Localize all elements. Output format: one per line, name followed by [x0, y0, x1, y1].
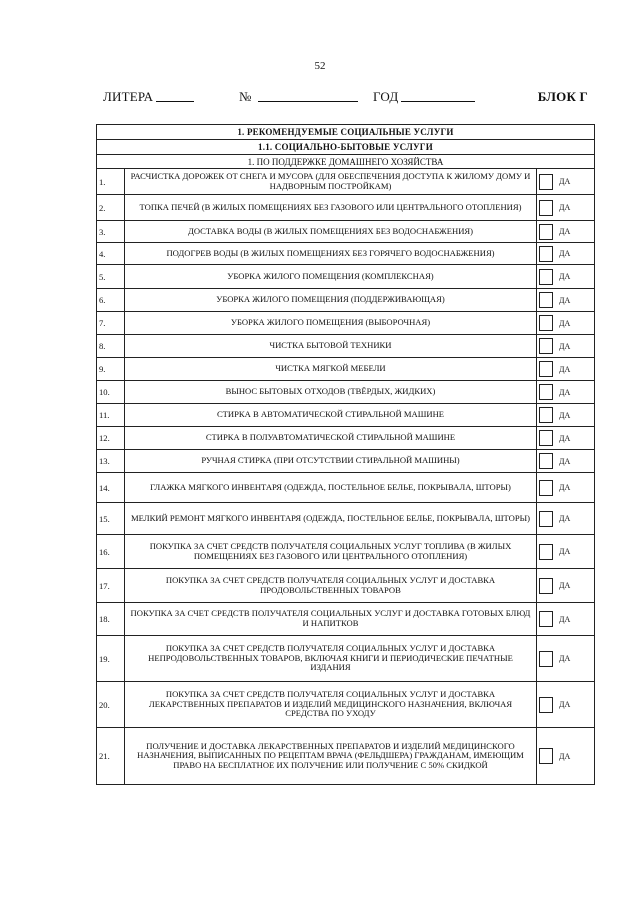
service-yes-option[interactable] — [536, 312, 594, 335]
service-yes-option[interactable] — [536, 169, 594, 195]
yes-checkbox[interactable] — [539, 269, 553, 285]
service-yes-option[interactable] — [536, 265, 594, 289]
yes-label: ДА — [558, 318, 571, 328]
service-yes-option[interactable] — [536, 427, 594, 450]
service-number: 3. — [97, 221, 125, 243]
service-row — [97, 682, 595, 728]
number-label: № — [239, 89, 252, 104]
service-number: 14. — [97, 473, 125, 503]
service-yes-option[interactable] — [536, 473, 594, 503]
yes-checkbox[interactable] — [539, 361, 553, 377]
service-text: СТИРКА В АВТОМАТИЧЕСКОЙ СТИРАЛЬНОЙ МАШИНЕ — [125, 404, 537, 427]
service-number: 7. — [97, 312, 125, 335]
service-text: ДОСТАВКА ВОДЫ (В ЖИЛЫХ ПОМЕЩЕНИЯХ БЕЗ ВОДОСНАБЖЕНИЯ) — [125, 221, 537, 243]
service-row — [97, 450, 595, 473]
group-title: 1. ПО ПОДДЕРЖКЕ ДОМАШНЕГО ХОЗЯЙСТВА — [97, 155, 595, 169]
service-text: ПОДОГРЕВ ВОДЫ (В ЖИЛЫХ ПОМЕЩЕНИЯХ БЕЗ ГОРЯЧЕГО ВОДОСНАБЖЕНИЯ) — [125, 243, 537, 265]
year-blank[interactable] — [401, 89, 475, 102]
service-number: 13. — [97, 450, 125, 473]
service-yes-option[interactable] — [536, 569, 594, 603]
service-number: 17. — [97, 569, 125, 603]
yes-label: ДА — [558, 295, 571, 305]
yes-label: ДА — [558, 514, 571, 523]
yes-label: ДА — [558, 751, 571, 761]
service-yes-option[interactable] — [536, 195, 594, 221]
service-number: 19. — [97, 636, 125, 682]
service-row — [97, 636, 595, 682]
service-number: 9. — [97, 358, 125, 381]
service-yes-option[interactable] — [536, 358, 594, 381]
yes-checkbox[interactable] — [539, 651, 553, 667]
service-row — [97, 243, 595, 265]
yes-label: ДА — [558, 433, 571, 443]
service-yes-option[interactable] — [536, 221, 594, 243]
service-row — [97, 427, 595, 450]
service-number: 11. — [97, 404, 125, 427]
service-yes-option[interactable] — [536, 381, 594, 404]
yes-label: ДА — [558, 387, 571, 397]
service-text: ПОКУПКА ЗА СЧЕТ СРЕДСТВ ПОЛУЧАТЕЛЯ СОЦИАЛЬНЫХ УСЛУГ ТОПЛИВА (В ЖИЛЫХ ПОМЕЩЕНИЯХ БЕЗ ГАЗОВОГО ИЛИ ЦЕНТРАЛЬНОГО ОТОПЛЕНИЯ) — [125, 535, 537, 569]
service-yes-option[interactable] — [536, 289, 594, 312]
yes-label: ДА — [558, 456, 571, 466]
section-subtitle-row — [97, 140, 595, 155]
yes-checkbox[interactable] — [539, 224, 553, 240]
service-row — [97, 728, 595, 785]
yes-checkbox[interactable] — [539, 246, 553, 262]
service-number: 5. — [97, 265, 125, 289]
yes-label: ДА — [558, 581, 571, 590]
service-yes-option[interactable] — [536, 450, 594, 473]
service-row — [97, 503, 595, 535]
yes-checkbox[interactable] — [539, 407, 553, 423]
service-text: УБОРКА ЖИЛОГО ПОМЕЩЕНИЯ (ПОДДЕРЖИВАЮЩАЯ) — [125, 289, 537, 312]
yes-label: ДА — [558, 272, 571, 281]
service-yes-option[interactable] — [536, 335, 594, 358]
yes-label: ДА — [558, 203, 571, 212]
service-text: ПОКУПКА ЗА СЧЕТ СРЕДСТВ ПОЛУЧАТЕЛЯ СОЦИАЛЬНЫХ УСЛУГ И ДОСТАВКА ЛЕКАРСТВЕННЫХ ПРЕПАРАТОВ И ИЗДЕЛИЙ МЕДИЦИНСКОГО НАЗНАЧЕНИЯ, ВКЛЮЧАЯ СРЕДСТВА ПО УХОДУ — [125, 682, 537, 728]
service-yes-option[interactable] — [536, 503, 594, 535]
service-row — [97, 335, 595, 358]
section-title: 1. РЕКОМЕНДУЕМЫЕ СОЦИАЛЬНЫЕ УСЛУГИ — [97, 125, 595, 140]
service-text: ПОКУПКА ЗА СЧЕТ СРЕДСТВ ПОЛУЧАТЕЛЯ СОЦИАЛЬНЫХ УСЛУГ И ДОСТАВКА ПРОДОВОЛЬСТВЕННЫХ ТОВАРОВ — [125, 569, 537, 603]
group-title-row — [97, 155, 595, 169]
section-title-row — [97, 125, 595, 140]
yes-checkbox[interactable] — [539, 697, 553, 713]
service-row — [97, 265, 595, 289]
yes-label: ДА — [558, 177, 571, 186]
yes-checkbox[interactable] — [539, 174, 553, 190]
yes-label: ДА — [558, 227, 571, 236]
yes-label: ДА — [558, 547, 571, 556]
service-number: 15. — [97, 503, 125, 535]
service-row — [97, 358, 595, 381]
service-text: РАСЧИСТКА ДОРОЖЕК ОТ СНЕГА И МУСОРА (ДЛЯ ОБЕСПЕЧЕНИЯ ДОСТУПА К ЖИЛОМУ ДОМУ И НАДВОРНЫМ ПОСТРОЙКАМ) — [125, 169, 537, 195]
yes-label: ДА — [558, 700, 571, 709]
yes-checkbox[interactable] — [539, 453, 553, 469]
yes-checkbox[interactable] — [539, 480, 553, 496]
yes-checkbox[interactable] — [539, 544, 553, 560]
service-yes-option[interactable] — [536, 728, 594, 785]
service-row — [97, 569, 595, 603]
service-row — [97, 289, 595, 312]
yes-checkbox[interactable] — [539, 578, 553, 594]
service-yes-option[interactable] — [536, 404, 594, 427]
service-yes-option[interactable] — [536, 243, 594, 265]
service-number: 10. — [97, 381, 125, 404]
service-row — [97, 404, 595, 427]
year-field[interactable] — [373, 89, 398, 105]
yes-label: ДА — [558, 654, 571, 663]
service-number: 12. — [97, 427, 125, 450]
litera-label: ЛИТЕРА — [103, 89, 154, 104]
service-row — [97, 195, 595, 221]
service-row — [97, 535, 595, 569]
yes-checkbox[interactable] — [539, 200, 553, 216]
yes-checkbox[interactable] — [539, 748, 553, 764]
service-row — [97, 473, 595, 503]
number-blank[interactable] — [258, 89, 358, 102]
service-row — [97, 381, 595, 404]
yes-label: ДА — [558, 249, 571, 258]
block-label: БЛОК Г — [537, 89, 588, 104]
number-field[interactable] — [239, 89, 252, 105]
service-number: 16. — [97, 535, 125, 569]
service-text: ВЫНОС БЫТОВЫХ ОТХОДОВ (ТВЁРДЫХ, ЖИДКИХ) — [125, 381, 537, 404]
year-label: ГОД — [373, 89, 399, 104]
service-number: 6. — [97, 289, 125, 312]
service-number: 8. — [97, 335, 125, 358]
yes-label: ДА — [558, 483, 571, 492]
service-number: 2. — [97, 195, 125, 221]
yes-label: ДА — [558, 364, 571, 374]
litera-blank[interactable] — [156, 89, 194, 102]
form-header — [103, 89, 588, 107]
service-row — [97, 603, 595, 636]
yes-label: ДА — [558, 410, 571, 420]
yes-checkbox[interactable] — [539, 338, 553, 354]
service-text: ТОПКА ПЕЧЕЙ (В ЖИЛЫХ ПОМЕЩЕНИЯХ БЕЗ ГАЗОВОГО ИЛИ ЦЕНТРАЛЬНОГО ОТОПЛЕНИЯ) — [125, 195, 537, 221]
service-text: ПОЛУЧЕНИЕ И ДОСТАВКА ЛЕКАРСТВЕННЫХ ПРЕПАРАТОВ И ИЗДЕЛИЙ МЕДИЦИНСКОГО НАЗНАЧЕНИЯ, ВЫПИСАННЫХ ПО РЕЦЕПТАМ ВРАЧА (ФЕЛЬДШЕРА) ГРАЖДАНАМ, ИМЕЮЩИМ ПРАВО НА БЕСПЛАТНОЕ ИХ ПОЛУЧЕНИЕ ИЛИ ПОЛУЧЕНИЕ С 50% СКИДКОЙ — [125, 728, 537, 785]
service-text: МЕЛКИЙ РЕМОНТ МЯГКОГО ИНВЕНТАРЯ (ОДЕЖДА, ПОСТЕЛЬНОЕ БЕЛЬЕ, ПОКРЫВАЛА, ШТОРЫ) — [125, 503, 537, 535]
yes-checkbox[interactable] — [539, 384, 553, 400]
yes-checkbox[interactable] — [539, 292, 553, 308]
service-number: 21. — [97, 728, 125, 785]
services-table — [96, 124, 595, 785]
service-text: ГЛАЖКА МЯГКОГО ИНВЕНТАРЯ (ОДЕЖДА, ПОСТЕЛЬНОЕ БЕЛЬЕ, ПОКРЫВАЛА, ШТОРЫ) — [125, 473, 537, 503]
yes-checkbox[interactable] — [539, 611, 553, 627]
service-number: 4. — [97, 243, 125, 265]
service-text: ЧИСТКА МЯГКОЙ МЕБЕЛИ — [125, 358, 537, 381]
yes-label: ДА — [558, 341, 571, 351]
service-text: РУЧНАЯ СТИРКА (ПРИ ОТСУТСТВИИ СТИРАЛЬНОЙ МАШИНЫ) — [125, 450, 537, 473]
yes-checkbox[interactable] — [539, 511, 553, 527]
service-row — [97, 221, 595, 243]
yes-checkbox[interactable] — [539, 430, 553, 446]
service-text: УБОРКА ЖИЛОГО ПОМЕЩЕНИЯ (КОМПЛЕКСНАЯ) — [125, 265, 537, 289]
litera-field[interactable] — [103, 89, 153, 105]
yes-label: ДА — [558, 614, 571, 624]
service-yes-option[interactable] — [536, 603, 594, 636]
service-text: УБОРКА ЖИЛОГО ПОМЕЩЕНИЯ (ВЫБОРОЧНАЯ) — [125, 312, 537, 335]
service-number: 20. — [97, 682, 125, 728]
service-text: ПОКУПКА ЗА СЧЕТ СРЕДСТВ ПОЛУЧАТЕЛЯ СОЦИАЛЬНЫХ УСЛУГ И ДОСТАВКА ГОТОВЫХ БЛЮД И НАПИТКОВ — [125, 603, 537, 636]
service-row — [97, 312, 595, 335]
service-number: 18. — [97, 603, 125, 636]
services-table-body — [97, 125, 595, 785]
service-number: 1. — [97, 169, 125, 195]
service-yes-option[interactable] — [536, 535, 594, 569]
service-yes-option[interactable] — [536, 636, 594, 682]
service-text: ПОКУПКА ЗА СЧЕТ СРЕДСТВ ПОЛУЧАТЕЛЯ СОЦИАЛЬНЫХ УСЛУГ И ДОСТАВКА НЕПРОДОВОЛЬСТВЕННЫХ ТОВАРОВ, ВКЛЮЧАЯ КНИГИ И ПЕРИОДИЧЕСКИЕ ПЕЧАТНЫЕ ИЗДАНИЯ — [125, 636, 537, 682]
page-number: 52 — [314, 60, 326, 72]
section-subtitle: 1.1. СОЦИАЛЬНО-БЫТОВЫЕ УСЛУГИ — [97, 140, 595, 155]
service-text: СТИРКА В ПОЛУАВТОМАТИЧЕСКОЙ СТИРАЛЬНОЙ МАШИНЕ — [125, 427, 537, 450]
service-row — [97, 169, 595, 195]
yes-checkbox[interactable] — [539, 315, 553, 331]
service-text: ЧИСТКА БЫТОВОЙ ТЕХНИКИ — [125, 335, 537, 358]
service-yes-option[interactable] — [536, 682, 594, 728]
